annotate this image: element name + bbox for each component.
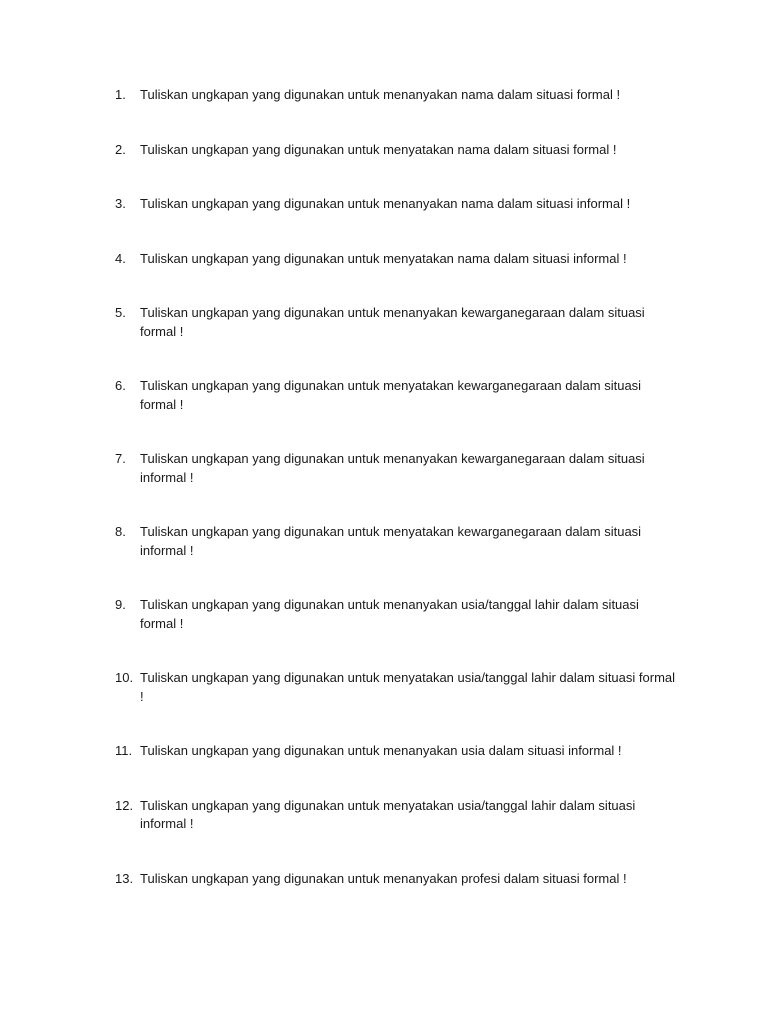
- question-text: Tuliskan ungkapan yang digunakan untuk menanyakan profesi dalam situasi formal !: [140, 870, 627, 886]
- list-item: [115, 141, 715, 160]
- list-item: [115, 742, 715, 761]
- list-item: [115, 797, 715, 834]
- list-item: [115, 523, 715, 560]
- list-item: [115, 304, 715, 341]
- question-text: Tuliskan ungkapan yang digunakan untuk menyatakan nama dalam situasi formal !: [140, 141, 617, 157]
- question-number: 7.: [115, 451, 126, 466]
- question-text: Tuliskan ungkapan yang digunakan untuk menanyakan kewarganegaraan dalam situasi informal !: [140, 451, 645, 485]
- list-item: [115, 450, 715, 487]
- question-text: Tuliskan ungkapan yang digunakan untuk menanyakan kewarganegaraan dalam situasi formal !: [140, 305, 645, 339]
- question-number: 5.: [115, 305, 126, 320]
- question-text: Tuliskan ungkapan yang digunakan untuk menanyakan nama dalam situasi formal !: [140, 87, 621, 102]
- question-number: 8.: [115, 524, 126, 539]
- list-item: [115, 195, 715, 214]
- question-text: Tuliskan ungkapan yang digunakan untuk menyatakan kewarganegaraan dalam situasi informal !: [140, 524, 642, 558]
- list-item: [115, 250, 715, 269]
- list-item: [115, 86, 715, 105]
- question-number: 4.: [115, 250, 126, 266]
- question-text: Tuliskan ungkapan yang digunakan untuk menyatakan usia/tanggal lahir dalam situasi informal !: [140, 797, 636, 831]
- list-item: [115, 870, 715, 889]
- question-number: 9.: [115, 597, 126, 612]
- question-text: Tuliskan ungkapan yang digunakan untuk menanyakan usia dalam situasi informal !: [140, 743, 622, 758]
- question-number: 1.: [115, 87, 126, 102]
- question-text: Tuliskan ungkapan yang digunakan untuk menanyakan nama dalam situasi informal !: [140, 196, 631, 211]
- question-text: Tuliskan ungkapan yang digunakan untuk menyatakan usia/tanggal lahir dalam situasi formal !: [140, 670, 676, 704]
- question-text: Tuliskan ungkapan yang digunakan untuk menanyakan usia/tanggal lahir dalam situasi formal !: [140, 597, 639, 631]
- list-item: [115, 669, 715, 706]
- question-text: Tuliskan ungkapan yang digunakan untuk menyatakan kewarganegaraan dalam situasi formal !: [140, 378, 642, 412]
- question-number: 6.: [115, 378, 126, 393]
- question-number: 10.: [115, 670, 134, 685]
- list-item: [115, 377, 715, 414]
- question-number: 2.: [115, 141, 126, 157]
- list-item: [115, 596, 715, 633]
- question-number: 12.: [115, 797, 134, 813]
- question-text: Tuliskan ungkapan yang digunakan untuk menyatakan nama dalam situasi informal !: [140, 250, 627, 266]
- question-number: 11.: [115, 743, 133, 758]
- question-number: 13.: [115, 870, 134, 886]
- question-number: 3.: [115, 196, 126, 211]
- question-list: [115, 86, 715, 888]
